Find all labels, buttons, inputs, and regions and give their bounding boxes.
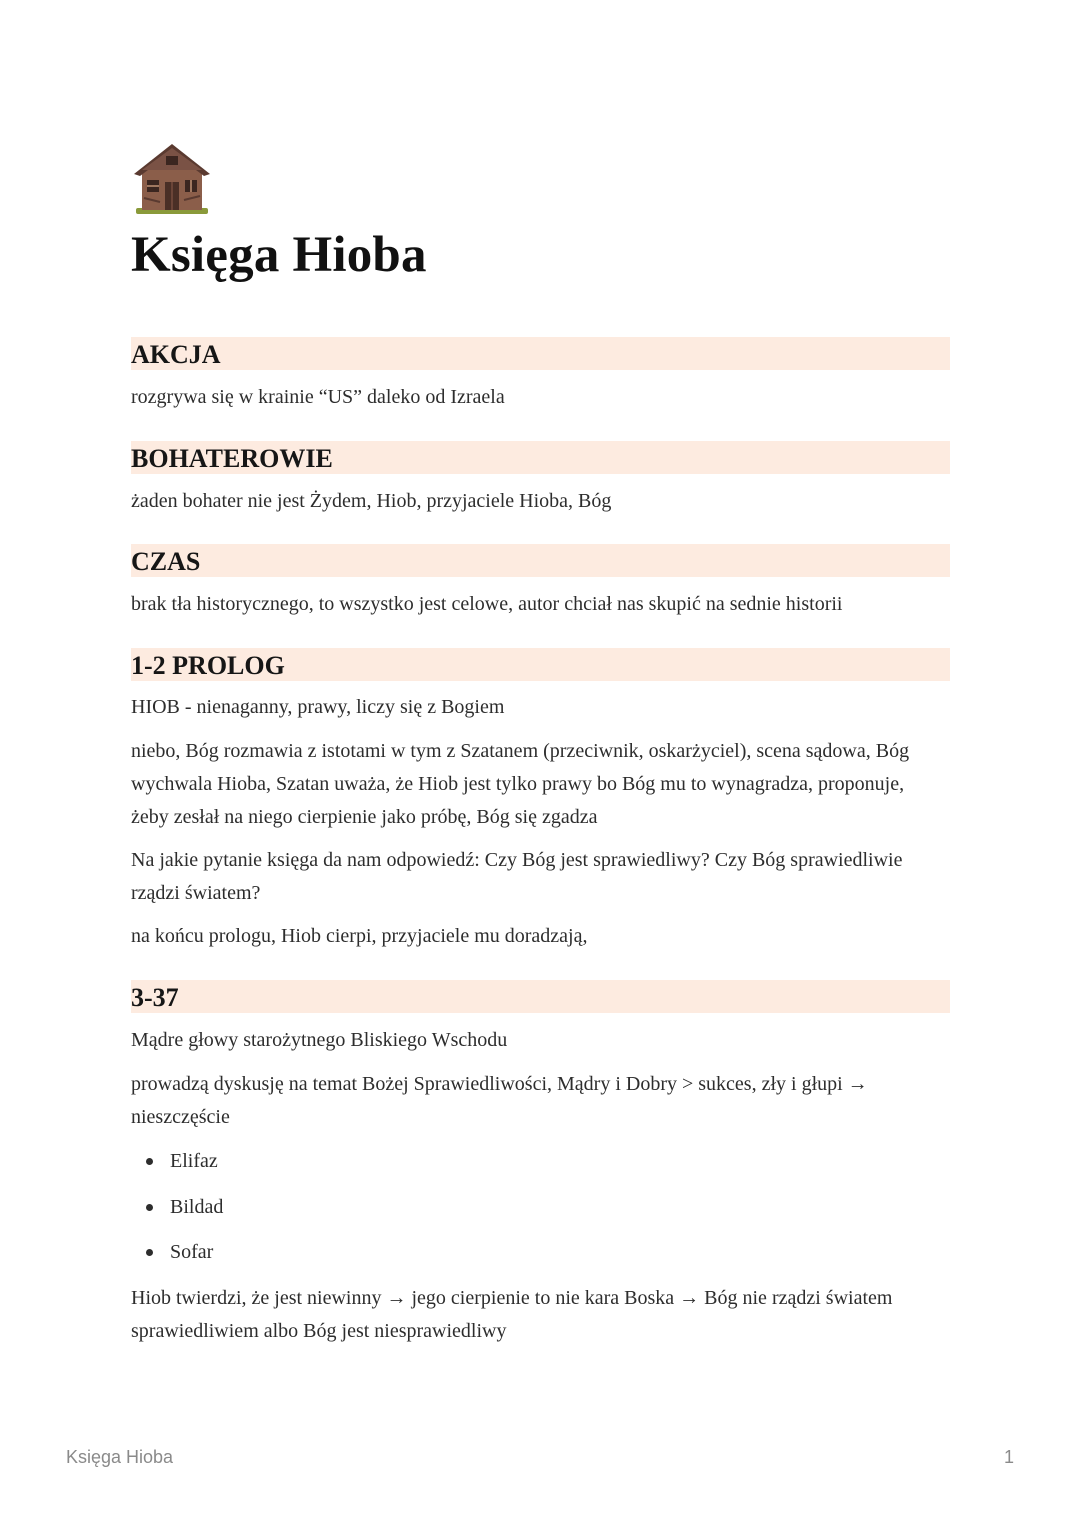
derelict-house-icon xyxy=(132,140,212,218)
bohaterowie-text: żaden bohater nie jest Żydem, Hiob, przyjaciele Hioba, Bóg xyxy=(131,490,612,512)
footer-doc-title: Księga Hioba xyxy=(66,1447,174,1467)
czas-text: brak tła historycznego, to wszystko jest celowe, autor chciał nas skupić na sednie historii xyxy=(131,593,843,615)
bullet-icon xyxy=(146,1249,153,1256)
bullet-icon xyxy=(146,1204,153,1211)
section-heading-prolog: 1-2 PROLOG xyxy=(131,648,950,681)
akcja-text: rozgrywa się w krainie “US” daleko od Izraela xyxy=(131,386,505,408)
footer-page-number: 1 xyxy=(1003,1447,1014,1467)
dialogi-paragraph-3: Hiob twierdzi, że jest niewinny → jego cierpienie to nie kara Boska → Bóg nie rządzi światem sprawiedliwiem albo Bóg jest niesprawiedliwy xyxy=(131,1287,893,1342)
list-item xyxy=(146,1236,213,1269)
prolog-paragraph-4: na końcu prologu, Hiob cierpi, przyjaciele mu doradzają, xyxy=(131,925,588,947)
list-item xyxy=(146,1191,223,1224)
section-heading-czas: CZAS xyxy=(131,544,950,577)
list-item-label: Sofar xyxy=(170,1241,214,1263)
prolog-paragraph-3: Na jakie pytanie księga da nam odpowiedź: Czy Bóg jest sprawiedliwy? Czy Bóg sprawiedliwie rządzi światem? xyxy=(131,849,903,904)
prolog-paragraph-1: HIOB - nienaganny, prawy, liczy się z Bogiem xyxy=(131,696,505,718)
page-title: Księga Hioba xyxy=(131,227,427,283)
section-heading-dialogi: 3-37 xyxy=(131,980,950,1013)
section-heading-bohaterowie: BOHATEROWIE xyxy=(131,441,950,474)
dialogi-paragraph-1: Mądre głowy starożytnego Bliskiego Wschodu xyxy=(131,1029,508,1051)
list-item-label: Bildad xyxy=(170,1196,224,1218)
section-heading-akcja: AKCJA xyxy=(131,337,950,370)
prolog-paragraph-2: niebo, Bóg rozmawia z istotami w tym z Szatanem (przeciwnik, oskarżyciel), scena sądowa, Bóg wychwala Hioba, Szatan uważa, że Hiob jest tylko prawy bo Bóg mu to wynagradza, proponuje, żeby zesłał na niego cierpienie jako próbę, Bóg się zgadza xyxy=(131,740,910,828)
list-item xyxy=(146,1145,218,1178)
list-item-label: Elifaz xyxy=(170,1150,218,1172)
dialogi-paragraph-2: prowadzą dyskusję na temat Bożej Sprawiedliwości, Mądry i Dobry > sukces, zły i głupi → nieszczęście xyxy=(131,1073,868,1128)
bullet-icon xyxy=(146,1158,153,1165)
